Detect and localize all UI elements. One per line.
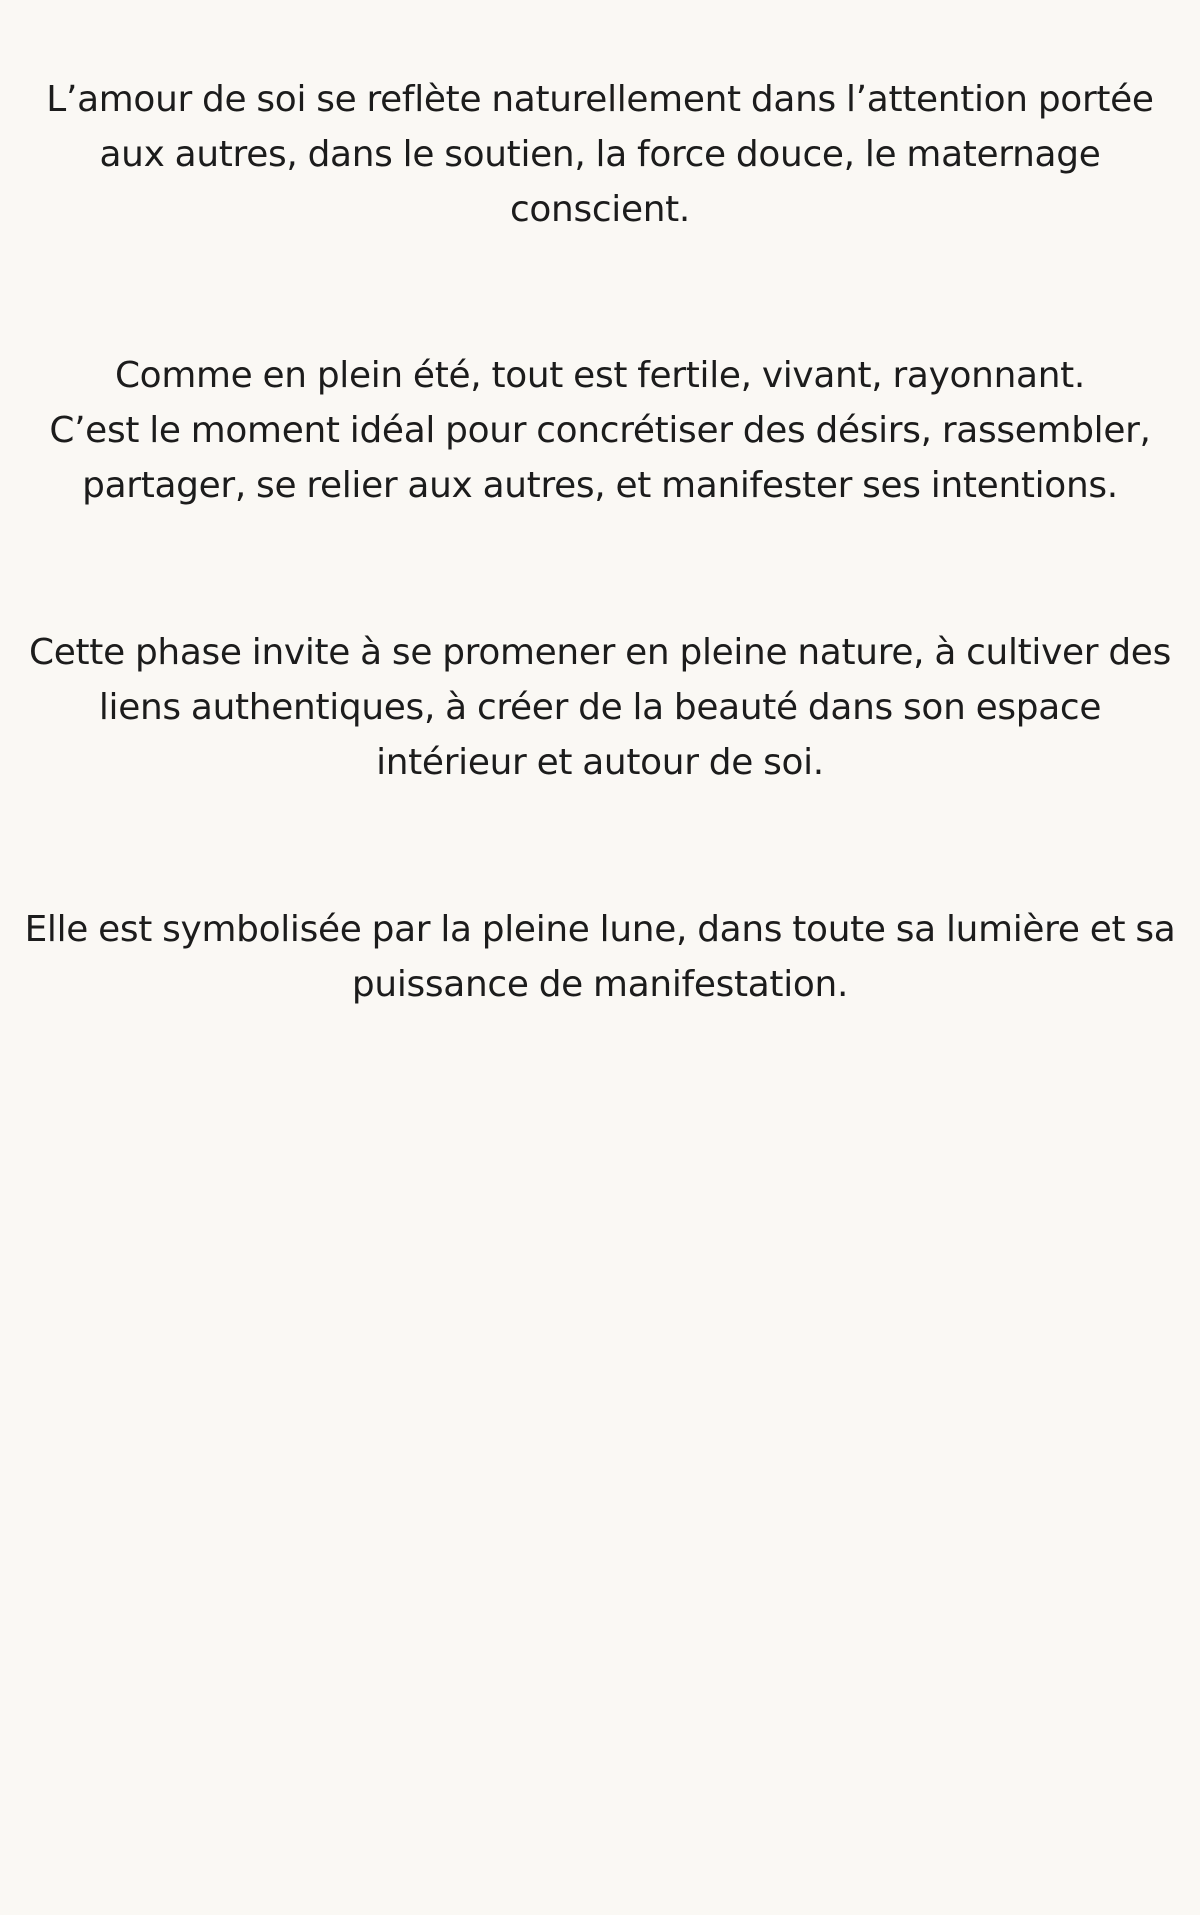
text-line: liens authentiques, à créer de la beauté dans son espace xyxy=(98,687,1102,728)
text-line: Comme en plein été, tout est fertile, vivant, rayonnant. xyxy=(114,355,1086,396)
text-line: Elle est symbolisée par la pleine lune, dans toute sa lumière et sa xyxy=(24,909,1176,950)
paragraph-self-love xyxy=(0,72,1200,237)
text-line: Cette phase invite à se promener en pleine nature, à cultiver des xyxy=(29,632,1171,673)
text-line: aux autres, dans le soutien, la force douce, le maternage xyxy=(99,134,1101,175)
text-line: L’amour de soi se reflète naturellement dans l’attention portée xyxy=(46,79,1154,120)
text-line: intérieur et autour de soi. xyxy=(376,742,824,783)
text-line: C’est le moment idéal pour concrétiser des désirs, rassembler, xyxy=(49,410,1151,451)
paragraph-full-moon xyxy=(0,902,1200,1012)
text-line: partager, se relier aux autres, et manifester ses intentions. xyxy=(82,465,1118,506)
paragraph-nature xyxy=(0,625,1200,790)
text-line: conscient. xyxy=(509,189,691,230)
paragraph-summer xyxy=(0,348,1200,513)
text-line: puissance de manifestation. xyxy=(351,964,849,1005)
